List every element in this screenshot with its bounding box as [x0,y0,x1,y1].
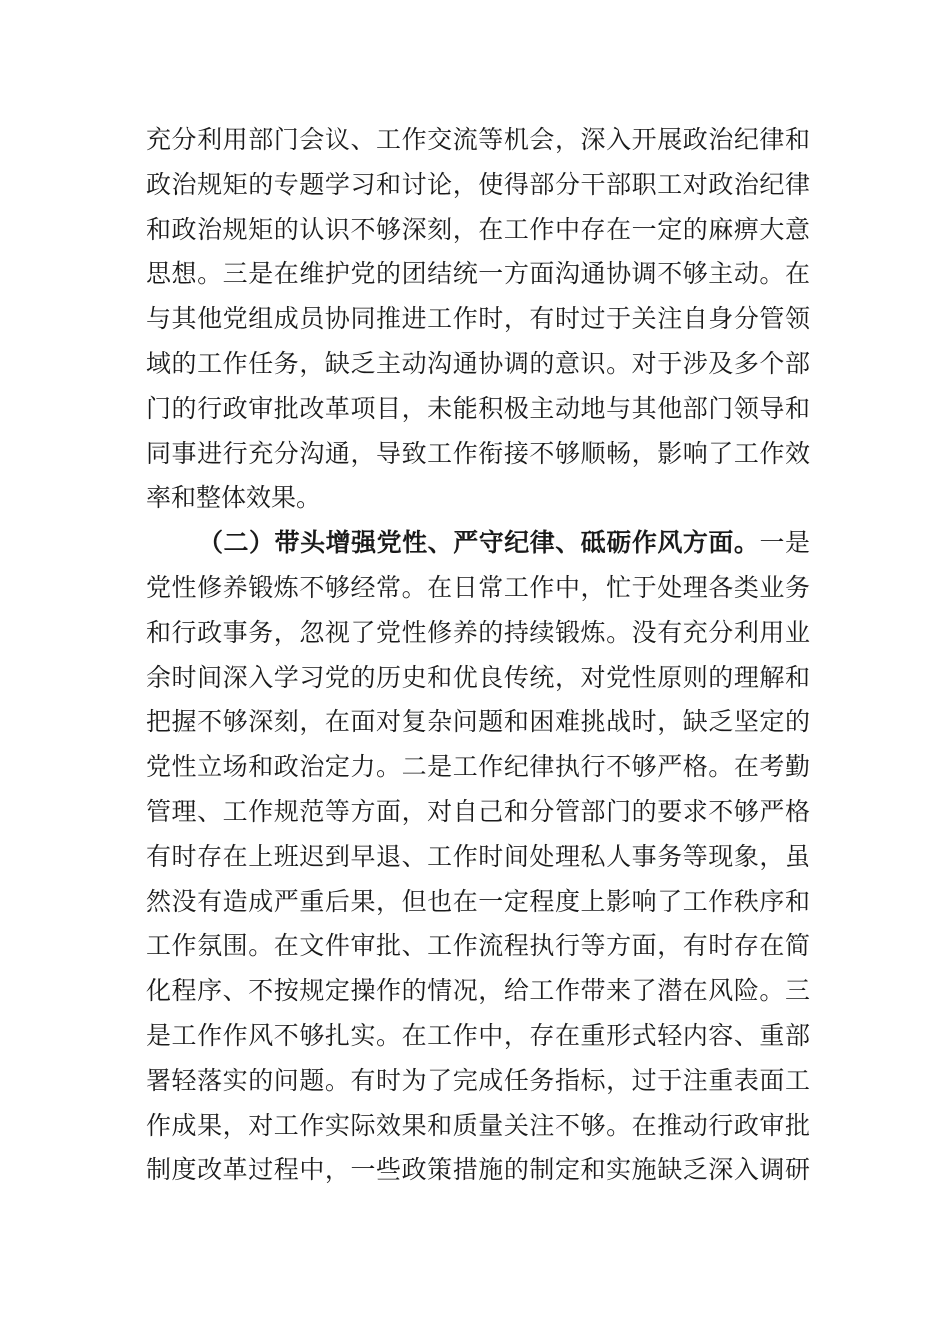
text-line: 思想。三是在维护党的团结统一方面沟通协调不够主动。在 [146,259,810,289]
text-line: 域的工作任务，缺乏主动沟通协调的意识。对于涉及多个部 [146,348,810,378]
text-line: 同事进行充分沟通，导致工作衔接不够顺畅，影响了工作效 [146,438,810,468]
text-line: 党性立场和政治定力。二是工作纪律执行不够严格。在考勤 [146,752,810,782]
text-line: 党性修养锻炼不够经常。在日常工作中，忙于处理各类业务 [146,572,810,602]
text-run: 一是 [759,528,810,558]
section-heading-line [146,521,810,566]
text-line: 和政治规矩的认识不够深刻，在工作中存在一定的麻痹大意 [146,214,810,244]
text-line: 充分利用部门会议、工作交流等机会，深入开展政治纪律和 [146,125,810,154]
text-line: 然没有造成严重后果，但也在一定程度上影响了工作秩序和 [146,886,810,916]
text-line: 把握不够深刻，在面对复杂问题和困难挑战时，缺乏坚定的 [146,707,810,737]
text-line: 余时间深入学习党的历史和优良传统，对党性原则的理解和 [146,662,810,692]
text-line: 制度改革过程中，一些政策措施的制定和实施缺乏深入调研 [146,1155,810,1185]
text-line: 是工作作风不够扎实。在工作中，存在重形式轻内容、重部 [146,1020,810,1050]
paragraph-2 [146,521,810,1193]
section-heading: （二）带头增强党性、严守纪律、砥砺作风方面。 [198,528,760,558]
text-line: 政治规矩的专题学习和讨论，使得部分干部职工对政治纪律 [146,169,810,199]
text-line: 率和整体效果。 [146,483,322,513]
text-line: 和行政事务，忽视了党性修养的持续锻炼。没有充分利用业 [146,617,810,647]
paragraph-1 [146,118,810,521]
text-line: 工作氛围。在文件审批、工作流程执行等方面，有时存在简 [146,931,810,961]
text-line: 作成果，对工作实际效果和质量关注不够。在推动行政审批 [146,1110,810,1140]
text-line: 有时存在上班迟到早退、工作时间处理私人事务等现象，虽 [146,841,810,871]
text-line: 化程序、不按规定操作的情况，给工作带来了潜在风险。三 [146,976,810,1006]
text-line: 与其他党组成员协同推进工作时，有时过于关注自身分管领 [146,304,810,334]
text-line: 门的行政审批改革项目，未能积极主动地与其他部门领导和 [146,393,810,423]
text-line: 管理、工作规范等方面，对自己和分管部门的要求不够严格 [146,796,810,826]
body-text [146,118,810,1193]
text-line: 署轻落实的问题。有时为了完成任务指标，过于注重表面工 [146,1065,810,1095]
